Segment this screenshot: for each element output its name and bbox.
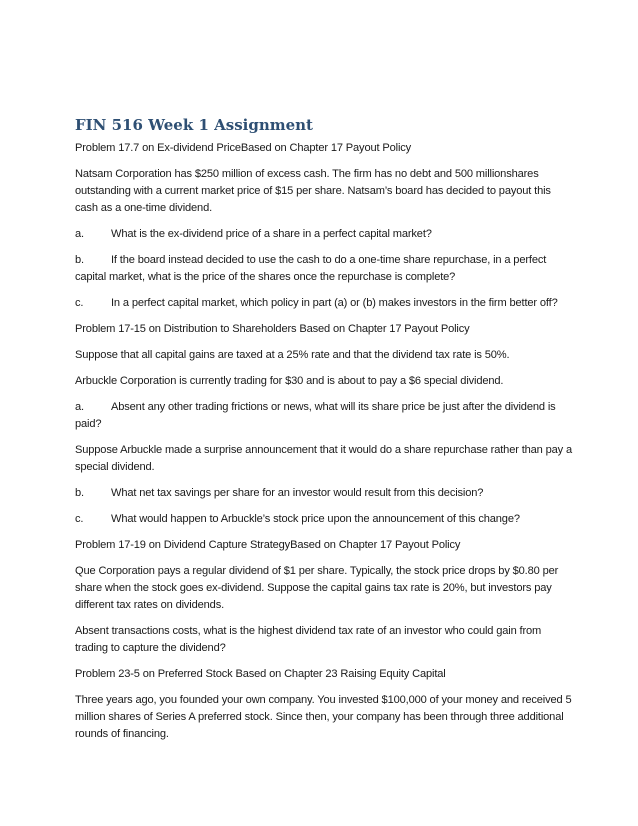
paragraph: Que Corporation pays a regular dividend of $1 per share. Typically, the stock price drops by $0.80 per share when the stock goes ex-dividend. Suppose the capital gains tax rate is 20%, but investors pay different tax rates on dividends. xyxy=(75,565,559,611)
section-heading: Problem 23-5 on Preferred Stock Based on Chapter 23 Raising Equity Capital xyxy=(75,668,446,680)
paragraph: Natsam Corporation has $250 million of excess cash. The firm has no debt and 500 millionshares outstanding with a current market price of $15 per share. Natsam’s board has decided to payout this cash as a one-time dividend. xyxy=(75,168,551,214)
question-item xyxy=(75,399,575,433)
document-body xyxy=(75,114,575,752)
paragraph: Absent transactions costs, what is the highest dividend tax rate of an investor who could gain from trading to capture the dividend? xyxy=(75,625,542,654)
question-letter: c. xyxy=(75,297,84,309)
paragraph: Suppose that all capital gains are taxed at a 25% rate and that the dividend tax rate is 50%. xyxy=(75,349,510,361)
question-text: If the board instead decided to use the cash to do a one-time share repurchase, in a perfect capital market, what is the price of the shares once the repurchase is complete? xyxy=(75,254,547,283)
question-item xyxy=(75,485,575,502)
question-item xyxy=(75,252,575,286)
question-letter: b. xyxy=(75,254,84,266)
question-item xyxy=(75,226,575,243)
paragraph: Arbuckle Corporation is currently trading for $30 and is about to pay a $6 special dividend. xyxy=(75,375,504,387)
question-item xyxy=(75,295,575,312)
paragraph: Suppose Arbuckle made a surprise announcement that it would do a share repurchase rather than pay a special dividend. xyxy=(75,444,573,473)
section-heading: Problem 17.7 on Ex-dividend PriceBased on Chapter 17 Payout Policy xyxy=(75,142,412,154)
question-letter: c. xyxy=(75,513,84,525)
question-letter: b. xyxy=(75,487,84,499)
question-letter: a. xyxy=(75,401,84,413)
section-heading: Problem 17-15 on Distribution to Shareholders Based on Chapter 17 Payout Policy xyxy=(75,323,470,335)
section-heading: Problem 17-19 on Dividend Capture StrategyBased on Chapter 17 Payout Policy xyxy=(75,539,461,551)
document-title: FIN 516 Week 1 Assignment xyxy=(75,116,313,134)
question-text: Absent any other trading frictions or news, what will its share price be just after the dividend is paid? xyxy=(75,401,556,430)
question-text: What net tax savings per share for an investor would result from this decision? xyxy=(111,487,484,499)
question-text: What would happen to Arbuckle’s stock price upon the announcement of this change? xyxy=(111,513,520,525)
paragraph: Three years ago, you founded your own company. You invested $100,000 of your money and received 5 million shares of Series A preferred stock. Since then, your company has been through three additional rounds of financing. xyxy=(75,694,572,740)
question-text: In a perfect capital market, which policy in part (a) or (b) makes investors in the firm better off? xyxy=(111,297,558,309)
question-text: What is the ex-dividend price of a share in a perfect capital market? xyxy=(111,228,432,240)
question-item xyxy=(75,511,575,528)
question-letter: a. xyxy=(75,228,84,240)
